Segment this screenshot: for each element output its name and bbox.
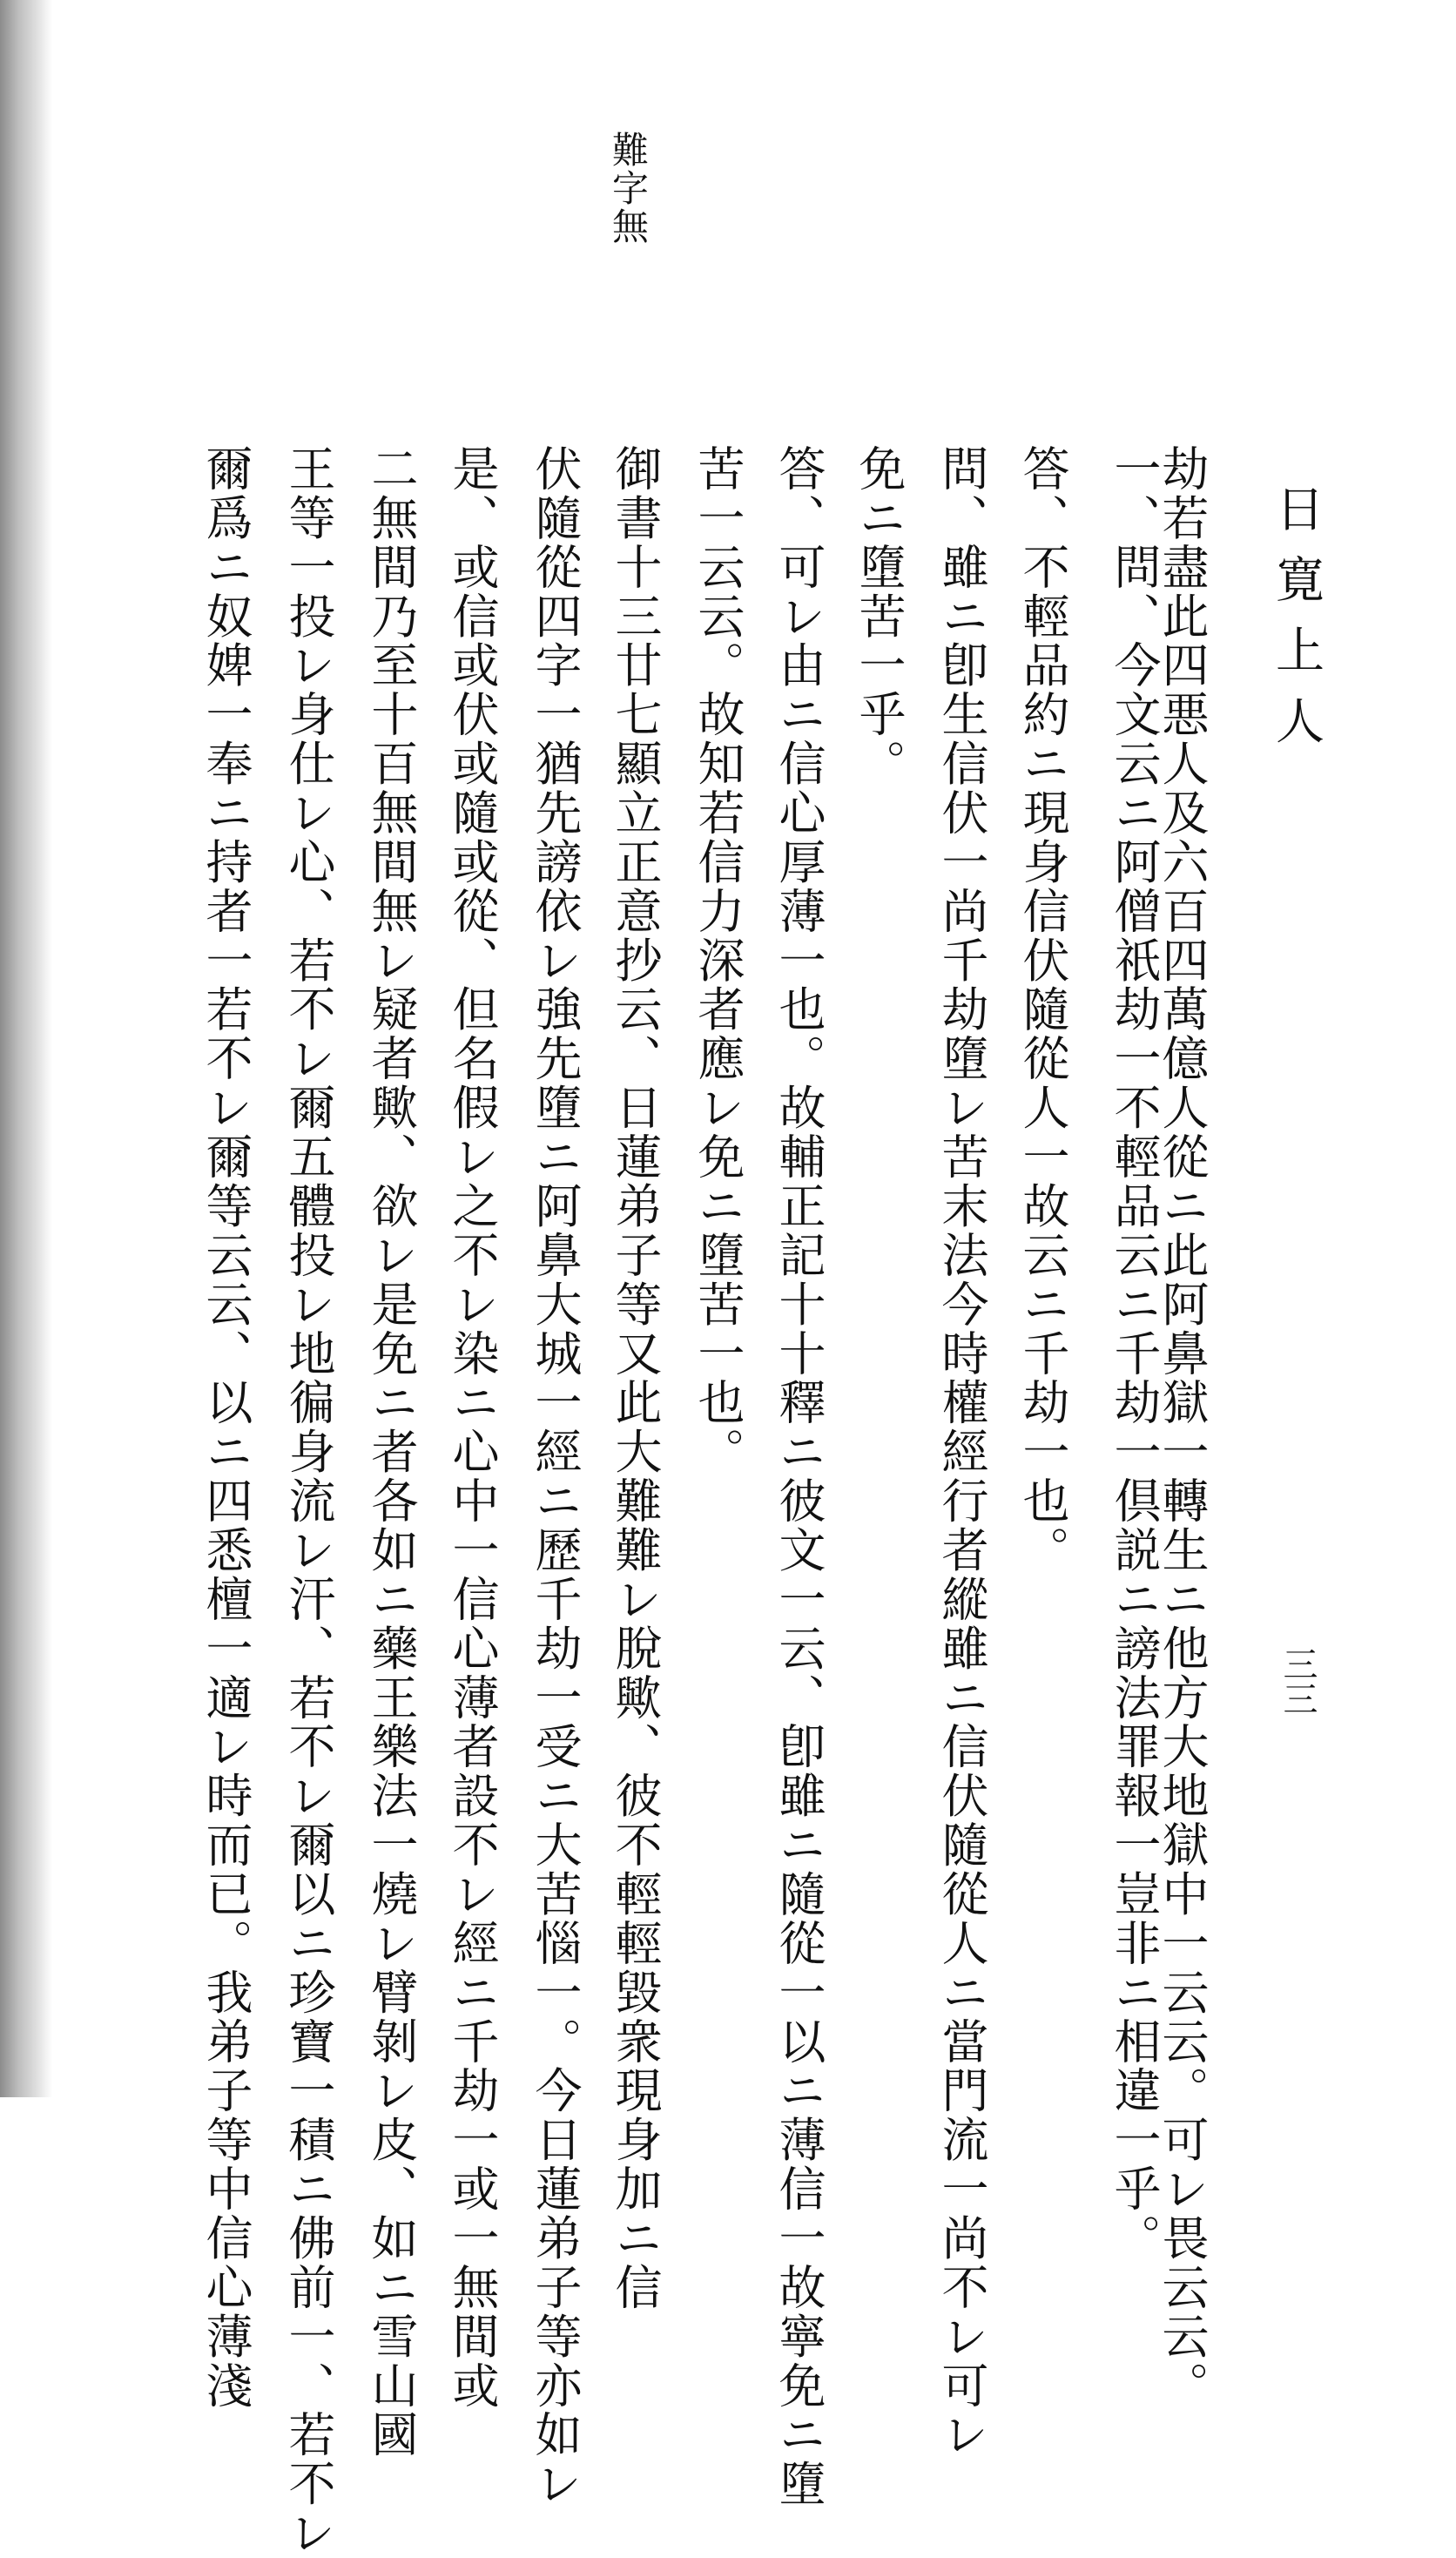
text-line: 爾爲ニ奴婢一奉ニ持者一若不レ爾等云云、以ニ四悉檀一適レ時而已。我弟子等中信心薄淺 [199, 444, 253, 2411]
page-number: 三三 [1277, 1646, 1318, 1716]
text-line: 答、可レ由ニ信心厚薄一也。故輔正記十十釋ニ彼文一云、卽雖ニ隨從一以ニ薄信一故寧免ニ墮 [772, 444, 826, 2509]
text-line: 免ニ墮苦一乎。 [852, 444, 907, 789]
text-line: 一、問、今文云ニ阿僧祇劫一不輕品云ニ千劫一倶説ニ謗法罪報一豈非ニ相違一乎。 [1107, 444, 1162, 2263]
text-line: 答、不輕品約ニ現身信伏隨從人一故云ニ千劫一也。 [1015, 444, 1070, 1575]
text-line: 是、或信或伏或隨或從、但名假レ之不レ染ニ心中一信心薄者設不レ經ニ千劫一或一無間或 [445, 444, 500, 2411]
text-line: 劫若盡此四悪人及六百四萬億人從ニ此阿鼻獄一轉生ニ他方大地獄中一云云。可レ畏云云。 [1155, 444, 1210, 2411]
text-line: 王等一投レ身仕レ心、若不レ爾五體投レ地徧身流レ汗、若不レ爾以ニ珍寶一積ニ佛前一、若不レ [281, 444, 336, 2558]
text-line: 問、雖ニ卽生信伏一尚千劫墮レ苦末法今時權經行者縱雖ニ信伏隨從人ニ當門流一尚不レ可レ [934, 444, 989, 2460]
text-line: 二無間乃至十百無間無レ疑者歟、欲レ是免ニ者各如ニ藥王樂法一燒レ臂剝レ皮、如ニ雪山國 [364, 444, 419, 2460]
text-line: 伏隨從四字一猶先謗依レ強先墮ニ阿鼻大城一經ニ歷千劫一受ニ大苦惱一。今日蓮弟子等亦如レ [528, 444, 583, 2509]
text-line: 苦一云云。故知若信力深者應レ免ニ墮苦一也。 [691, 444, 745, 1477]
margin-note: 難字無 [607, 131, 650, 246]
book-binding-gutter [0, 0, 52, 2097]
text-line: 御書十三廿七顯立正意抄云、日蓮弟子等又此大難難レ脫歟、彼不輕輕毀衆現身加ニ信 [608, 444, 663, 2312]
page-header-title: 日寛上人 [1268, 483, 1325, 766]
